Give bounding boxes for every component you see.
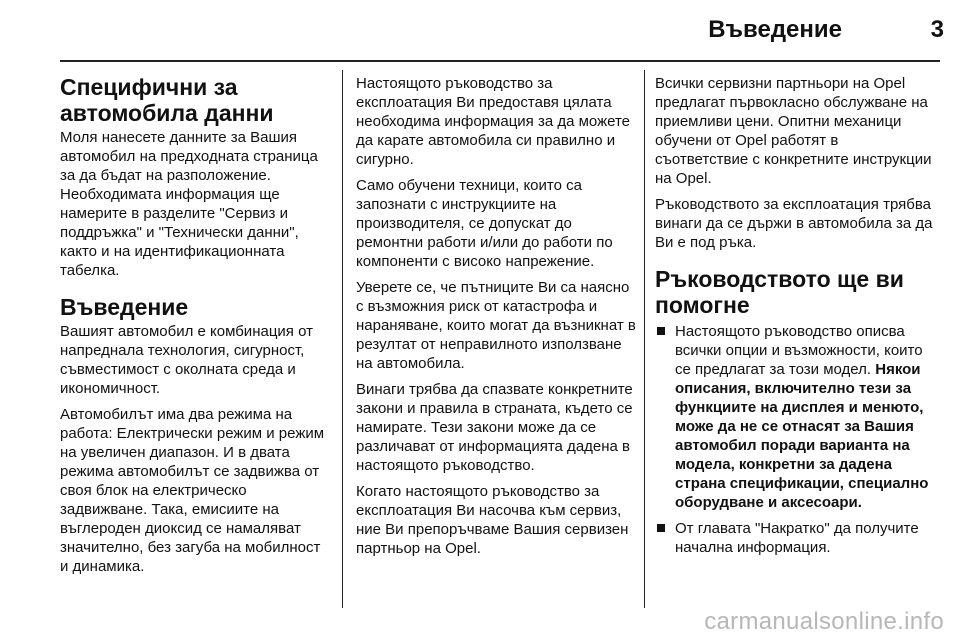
column-left: [60, 74, 332, 583]
column-divider-2: [644, 70, 645, 608]
column-middle: [356, 74, 636, 565]
column-right: [655, 74, 935, 564]
paragraph-manual-info: Настоящото ръководство за експлоатация Ви предоставя цялата необходима информация за да можете да карате автомобила си правилно и сигурно.: [356, 75, 631, 168]
square-bullet-icon: [657, 524, 665, 532]
help-bullet-list: [655, 322, 935, 557]
header-divider: [60, 60, 940, 62]
column-divider-1: [342, 70, 343, 608]
heading-manual-helps: Ръководството ще ви помогне: [655, 266, 904, 318]
heading-vehicle-specs: Специфични за автомобила данни: [60, 74, 274, 126]
page-number: 3: [930, 16, 944, 43]
bullet-text: Настоящото ръководство описва всички опции и възможности, които се предлагат за този модел.: [675, 323, 923, 378]
bullet-bold-text: Някои описания, включително тези за функциите на дисплея и менюто, може да не се отнасят за Вашия автомобил поради варианта на модела, конкретни за дадена страна спецификации, специално оборудване и аксесоари.: [675, 361, 929, 511]
paragraph-intro-2: Автомобилът има два режима на работа: Електрически режим и режим на увеличен диапазон. И в двата режима автомобилът се задвижва от своя блок на електрическо задвижване. Така, емисиите на въглероден диоксид се намаляват значително, без загуба на мобилност и динамика.: [60, 406, 325, 575]
site-watermark: carmanualsonline.info: [704, 608, 944, 635]
paragraph-keep-manual: Ръководството за експлоатация трябва винаги да се държи в автомобила за да Ви е под ръка.: [655, 196, 933, 251]
paragraph-passengers: Уверете се, че пътниците Ви са наясно с възможния риск от катастрофа и нараняване, които могат да възникнат в резултат от неправилното използване на автомобила.: [356, 279, 636, 372]
heading-introduction: Въведение: [60, 294, 189, 320]
bullet-text: От главата "Накратко" да получите начална информация.: [675, 520, 919, 556]
list-item: [655, 519, 935, 557]
square-bullet-icon: [657, 327, 665, 335]
paragraph-service-partner: Когато настоящото ръководство за експлоатация Ви насочва към сервиз, ние Ви препоръчваме Вашия сервизен партньор на Opel.: [356, 483, 629, 557]
paragraph-laws: Винаги трябва да спазвате конкретните закони и правила в страната, където се намирате. Тези закони може да се различават от информацията дадена в настоящото ръководство.: [356, 381, 633, 474]
paragraph-opel-partners: Всички сервизни партньори на Opel предлагат първокласно обслужване на приемливи цени. Опитни механици обучени от Opel работят в съответствие с конкретните инструкции на Opel.: [655, 75, 932, 187]
paragraph-technicians: Само обучени техници, които са запознати с инструкциите на производителя, се допускат до ремонтни работи и/или до работи по компоненти с високо напрежение.: [356, 177, 613, 270]
list-item: [655, 322, 935, 512]
page-header: [0, 0, 960, 62]
chapter-title: Въведение: [708, 16, 842, 43]
paragraph-vehicle-specs: Моля нанесете данните за Вашия автомобил на предходната страница за да бъдат на разположение. Необходимата информация ще намерите в разделите "Сервиз и поддръжка" и "Технически данни", както и на идентификационната табелка.: [60, 129, 318, 279]
paragraph-intro-1: Вашият автомобил е комбинация от напреднала технология, сигурност, съвместимост с околната среда и икономичност.: [60, 323, 313, 397]
